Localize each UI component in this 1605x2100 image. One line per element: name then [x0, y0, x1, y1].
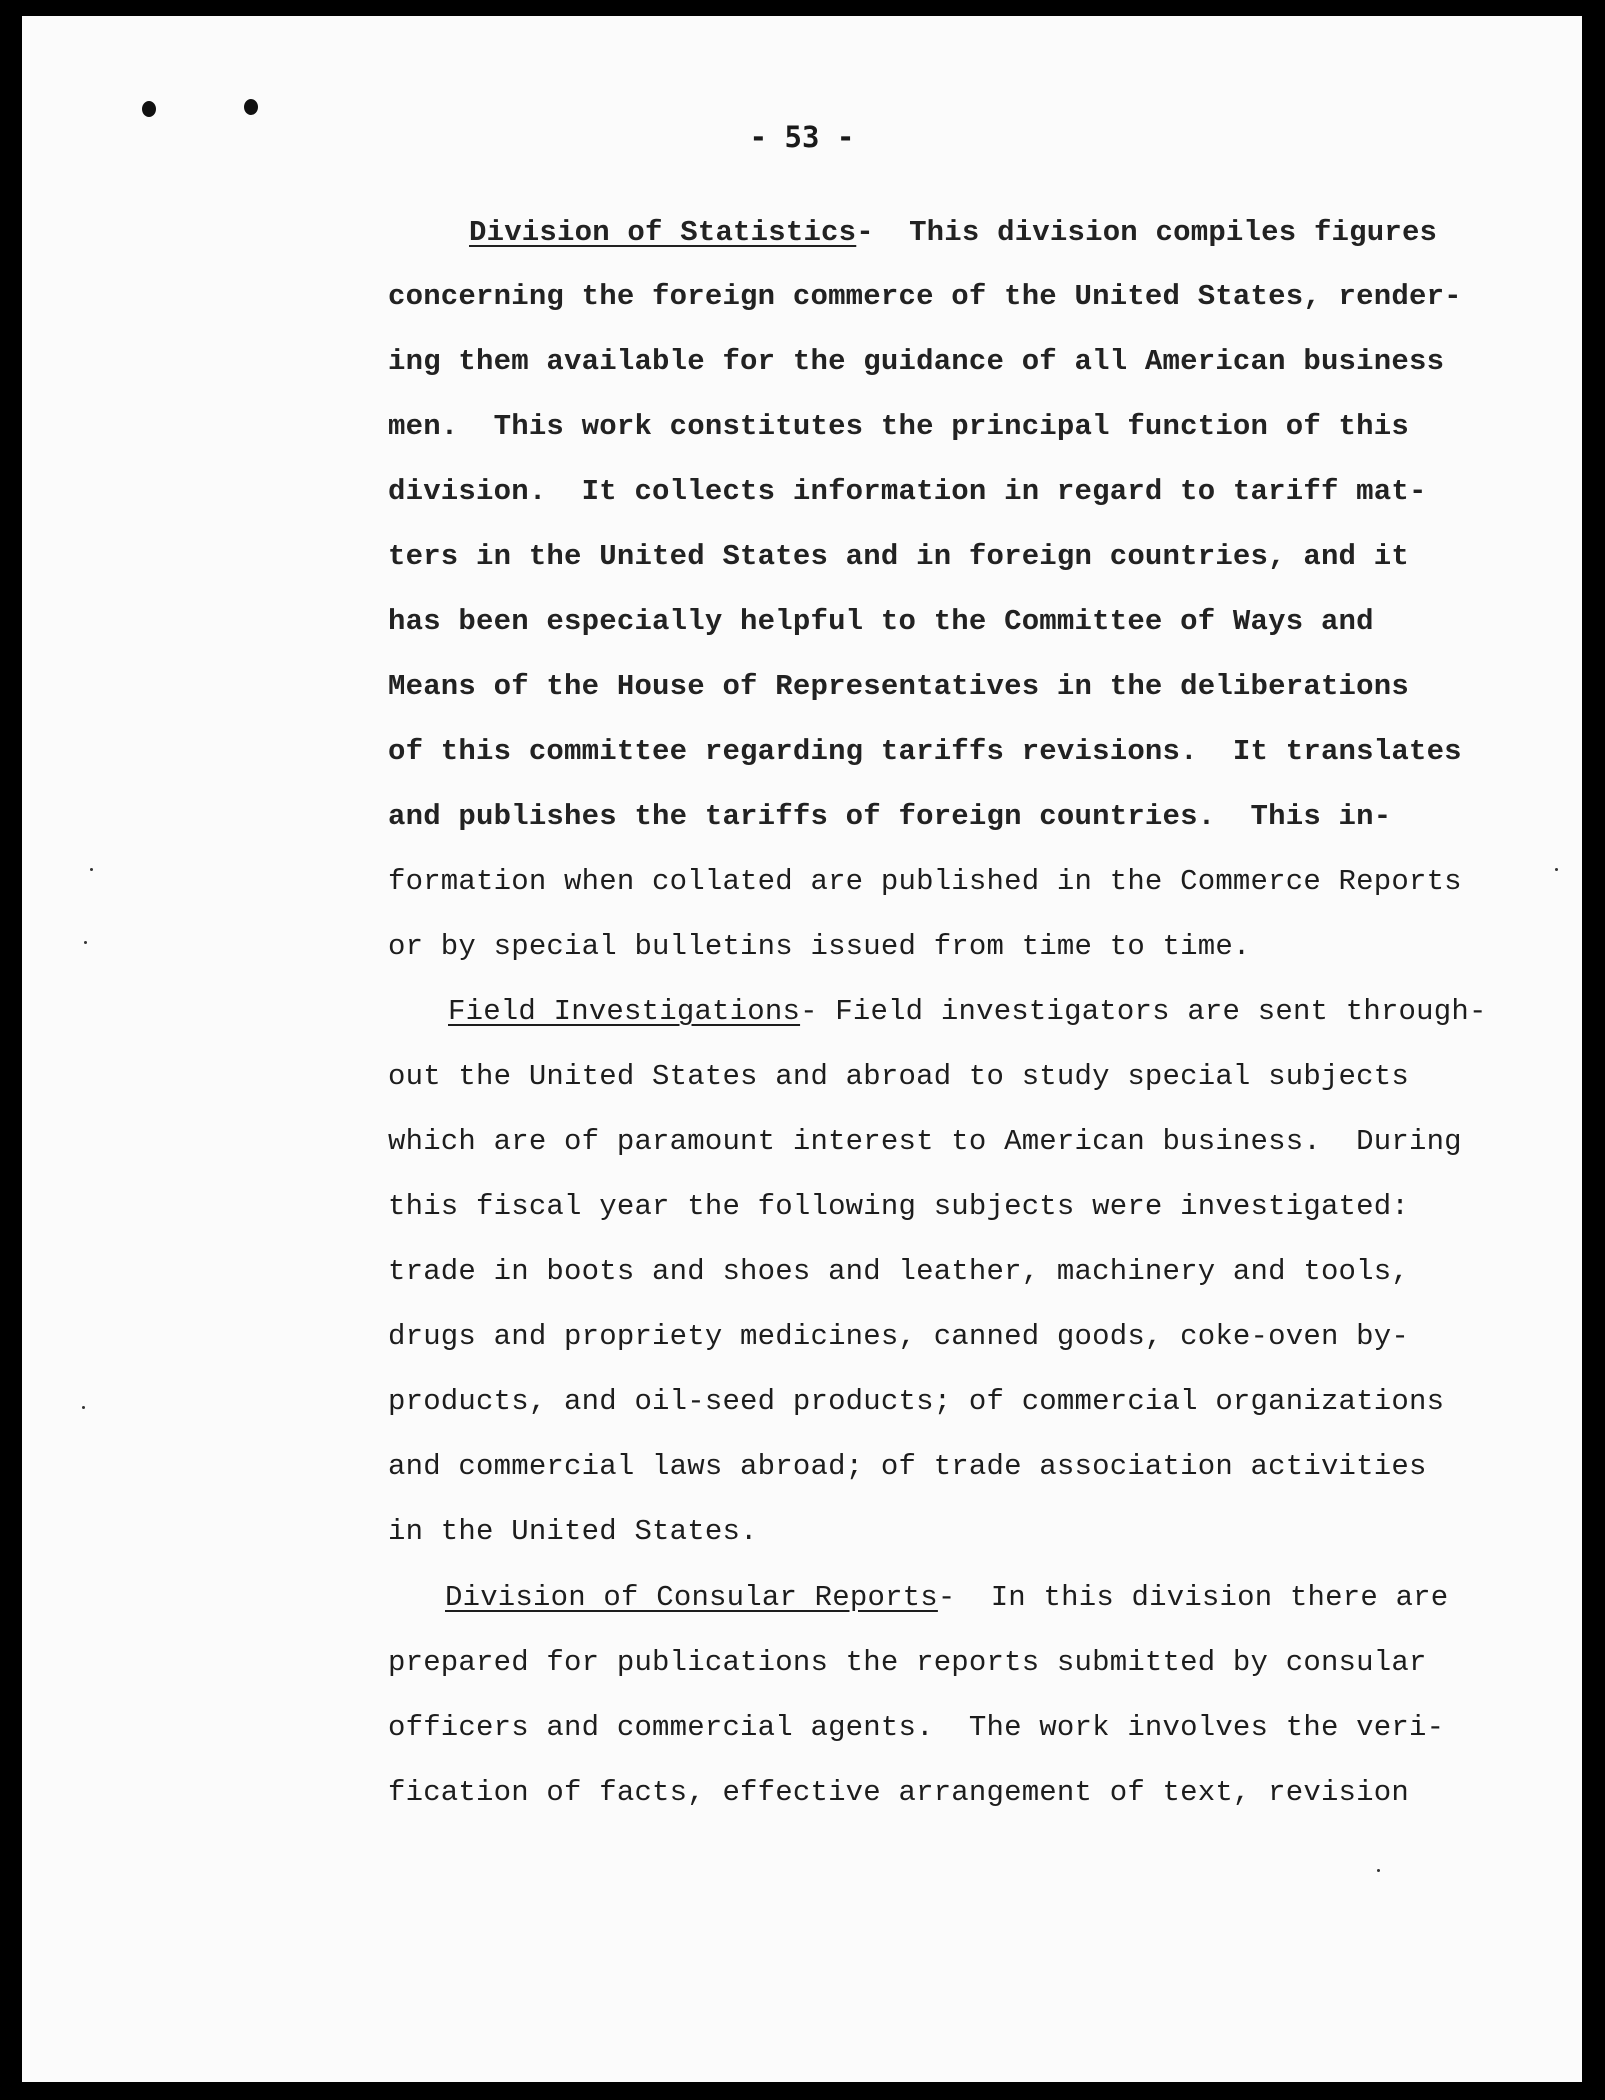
- statistics-line: of this committee regarding tariffs revisions. It translates: [388, 735, 1462, 768]
- field-line: drugs and propriety medicines, canned goods, coke-oven by-: [388, 1320, 1409, 1353]
- statistics-line: concerning the foreign commerce of the United States, render-: [388, 280, 1462, 313]
- page-number: - 53 -: [749, 120, 855, 154]
- statistics-line: or by special bulletins issued from time to time.: [388, 930, 1251, 963]
- field-first-line: [448, 995, 1487, 1028]
- document-page: [22, 16, 1582, 2082]
- consular-heading: Division of Consular Reports: [445, 1581, 938, 1614]
- statistics-heading: Division of Statistics: [469, 216, 857, 249]
- consular-first-line: [445, 1581, 1448, 1614]
- statistics-first-line: [469, 216, 1437, 249]
- consular-line: prepared for publications the reports submitted by consular: [388, 1646, 1427, 1679]
- field-line: trade in boots and shoes and leather, machinery and tools,: [388, 1255, 1409, 1288]
- statistics-line: men. This work constitutes the principal function of this: [388, 410, 1409, 443]
- field-heading: Field Investigations: [448, 995, 801, 1028]
- statistics-line: formation when collated are published in the Commerce Reports: [388, 865, 1462, 898]
- scan-speck: [82, 1406, 85, 1409]
- field-line: out the United States and abroad to study special subjects: [388, 1060, 1409, 1093]
- consular-line: officers and commercial agents. The work involves the veri-: [388, 1711, 1445, 1744]
- field-line: which are of paramount interest to American business. During: [388, 1125, 1462, 1158]
- consular-line: - In this division there are: [937, 1581, 1449, 1614]
- statistics-line: - This division compiles figures: [856, 216, 1438, 249]
- scan-speck: [90, 868, 93, 871]
- scan-speck: [1555, 868, 1558, 871]
- field-line: and commercial laws abroad; of trade association activities: [388, 1450, 1427, 1483]
- statistics-line: ing them available for the guidance of all American business: [388, 345, 1445, 378]
- statistics-line: and publishes the tariffs of foreign countries. This in-: [388, 800, 1392, 833]
- statistics-line: has been especially helpful to the Committee of Ways and: [388, 605, 1374, 638]
- statistics-line: division. It collects information in regard to tariff mat-: [388, 475, 1427, 508]
- statistics-line: Means of the House of Representatives in the deliberations: [388, 670, 1409, 703]
- punch-hole-left: [142, 101, 156, 117]
- field-line: - Field investigators are sent through-: [800, 995, 1487, 1028]
- scan-speck: [84, 941, 87, 944]
- field-line: this fiscal year the following subjects were investigated:: [388, 1190, 1409, 1223]
- consular-line: fication of facts, effective arrangement of text, revision: [388, 1776, 1409, 1809]
- scan-speck: [1377, 1869, 1380, 1872]
- field-line: in the United States.: [388, 1515, 758, 1548]
- statistics-line: ters in the United States and in foreign countries, and it: [388, 540, 1409, 573]
- punch-hole-right: [244, 99, 258, 115]
- field-line: products, and oil-seed products; of commercial organizations: [388, 1385, 1445, 1418]
